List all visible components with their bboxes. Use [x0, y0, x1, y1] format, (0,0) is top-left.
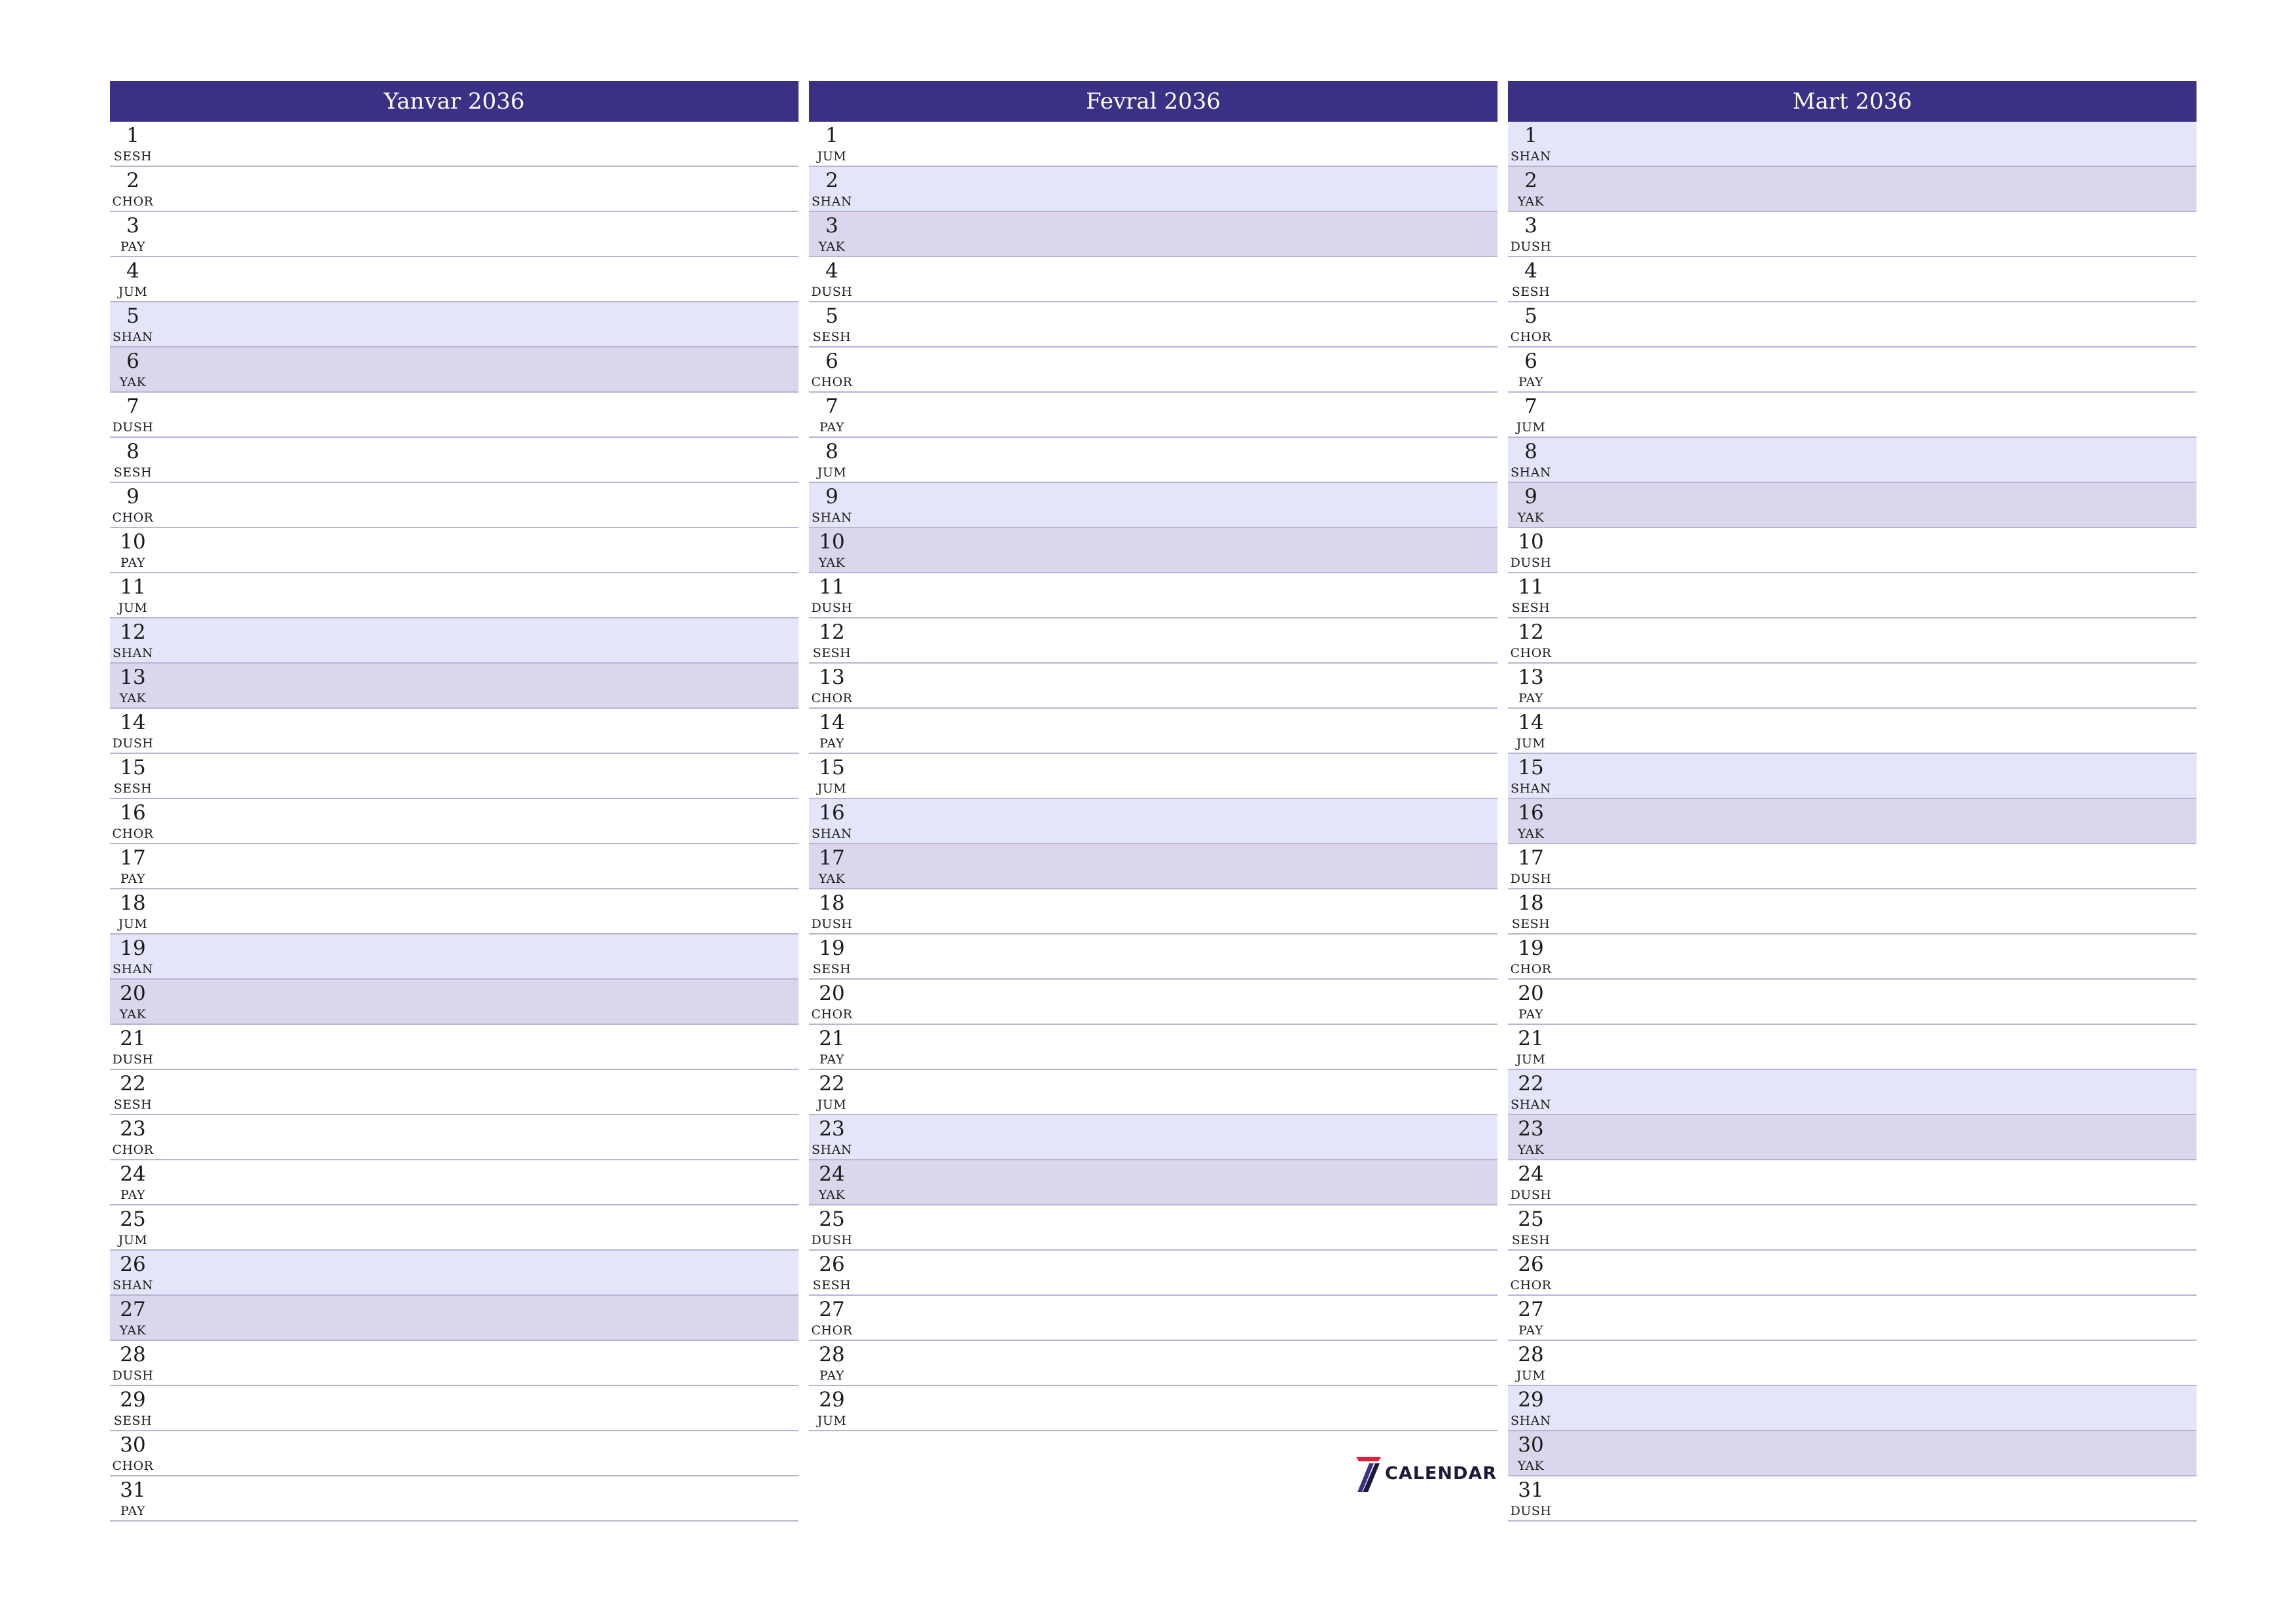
day-number: 8 — [825, 440, 838, 463]
day-row — [110, 212, 798, 257]
day-number: 29 — [120, 1388, 146, 1412]
day-row — [1508, 1296, 2197, 1341]
day-row — [110, 528, 798, 573]
weekday-label: DUSH — [112, 420, 154, 435]
day-number: 16 — [120, 801, 146, 825]
day-row — [809, 393, 1498, 438]
day-row — [1508, 935, 2197, 980]
day-row — [110, 799, 798, 844]
day-number: 31 — [120, 1478, 146, 1502]
weekday-label: SESH — [113, 781, 152, 796]
day-number: 21 — [120, 1027, 146, 1050]
weekday-label: SHAN — [1511, 781, 1551, 796]
weekday-label: CHOR — [1510, 646, 1552, 660]
day-number: 2 — [825, 169, 838, 192]
day-number: 3 — [1524, 214, 1537, 238]
day-row — [110, 980, 798, 1025]
weekday-label: PAY — [120, 872, 146, 886]
day-number: 2 — [1524, 169, 1537, 192]
weekday-label: YAK — [818, 556, 846, 570]
day-number: 9 — [1524, 485, 1537, 508]
day-list — [110, 122, 798, 1522]
day-row — [1508, 348, 2197, 393]
day-list — [809, 122, 1498, 1431]
logo-text: CALENDAR — [1385, 1463, 1498, 1484]
weekday-label: YAK — [1517, 827, 1545, 841]
day-row — [1508, 799, 2197, 844]
weekday-label: DUSH — [1510, 872, 1552, 886]
day-number: 3 — [126, 214, 139, 238]
weekday-label: DUSH — [811, 285, 853, 299]
seven-logo-icon — [1354, 1455, 1384, 1493]
day-row — [110, 1251, 798, 1296]
day-row — [110, 889, 798, 935]
weekday-label: YAK — [1517, 194, 1545, 209]
weekday-label: SESH — [812, 1278, 852, 1293]
day-number: 20 — [819, 982, 845, 1005]
day-row — [1508, 664, 2197, 709]
day-number: 20 — [120, 982, 146, 1005]
day-row — [110, 1115, 798, 1160]
weekday-label: CHOR — [112, 510, 154, 525]
day-row — [809, 348, 1498, 393]
day-row — [1508, 844, 2197, 889]
day-row — [110, 257, 798, 302]
day-number: 21 — [819, 1027, 845, 1050]
day-row — [1508, 980, 2197, 1025]
day-row — [809, 844, 1498, 889]
day-number: 9 — [126, 485, 139, 508]
day-number: 22 — [1518, 1072, 1544, 1096]
day-row — [110, 754, 798, 799]
day-number: 6 — [1524, 349, 1537, 373]
day-row — [809, 302, 1498, 348]
weekday-label: PAY — [1518, 1007, 1544, 1022]
day-row — [809, 573, 1498, 618]
weekday-label: JUM — [118, 601, 148, 615]
month-title: Fevral 2036 — [809, 81, 1498, 122]
day-row — [1508, 302, 2197, 348]
day-number: 12 — [819, 620, 845, 644]
month-column — [110, 81, 798, 1522]
weekday-label: PAY — [819, 736, 845, 751]
day-row — [809, 212, 1498, 257]
day-row — [809, 1115, 1498, 1160]
day-number: 20 — [1518, 982, 1544, 1005]
day-row — [1508, 1341, 2197, 1386]
day-number: 19 — [819, 936, 845, 960]
day-row — [809, 122, 1498, 167]
weekday-label: SESH — [1511, 285, 1551, 299]
day-row — [110, 935, 798, 980]
day-number: 16 — [1518, 801, 1544, 825]
day-number: 4 — [825, 259, 838, 283]
weekday-label: SHAN — [1511, 465, 1551, 480]
day-row — [110, 393, 798, 438]
day-number: 22 — [120, 1072, 146, 1096]
day-number: 25 — [819, 1207, 845, 1231]
day-row — [110, 664, 798, 709]
day-number: 5 — [126, 304, 139, 328]
weekday-label: PAY — [1518, 375, 1544, 389]
day-row — [110, 1205, 798, 1251]
day-row — [1508, 1205, 2197, 1251]
day-number: 29 — [1518, 1388, 1544, 1412]
weekday-label: SESH — [1511, 601, 1551, 615]
day-number: 8 — [126, 440, 139, 463]
day-number: 5 — [1524, 304, 1537, 328]
day-number: 17 — [819, 846, 845, 870]
weekday-label: SESH — [113, 149, 152, 164]
weekday-label: SHAN — [113, 330, 153, 344]
day-number: 2 — [126, 169, 139, 192]
day-row — [1508, 122, 2197, 167]
weekday-label: CHOR — [811, 375, 853, 389]
day-number: 23 — [819, 1117, 845, 1141]
day-number: 23 — [1518, 1117, 1544, 1141]
weekday-label: CHOR — [1510, 962, 1552, 976]
day-row — [1508, 1115, 2197, 1160]
day-row — [809, 1070, 1498, 1115]
day-number: 23 — [120, 1117, 146, 1141]
weekday-label: CHOR — [112, 1459, 154, 1473]
day-row — [1508, 709, 2197, 754]
day-row — [110, 122, 798, 167]
weekday-label: JUM — [1516, 1368, 1546, 1383]
day-row — [110, 167, 798, 212]
weekday-label: SESH — [1511, 917, 1551, 931]
day-number: 9 — [825, 485, 838, 508]
day-number: 7 — [1524, 395, 1537, 418]
day-row — [1508, 1025, 2197, 1070]
day-row — [809, 935, 1498, 980]
weekday-label: JUM — [817, 1414, 847, 1428]
weekday-label: JUM — [817, 1097, 847, 1112]
day-number: 11 — [819, 575, 845, 599]
day-row — [809, 1386, 1498, 1431]
day-row — [1508, 1070, 2197, 1115]
day-row — [809, 799, 1498, 844]
weekday-label: JUM — [118, 917, 148, 931]
weekday-label: YAK — [119, 691, 147, 705]
day-number: 10 — [120, 530, 146, 554]
weekday-label: CHOR — [112, 827, 154, 841]
brand-logo — [1354, 1455, 1498, 1495]
weekday-label: PAY — [819, 1368, 845, 1383]
day-number: 4 — [1524, 259, 1537, 283]
day-row — [110, 1386, 798, 1431]
month-title: Yanvar 2036 — [110, 81, 798, 122]
weekday-label: DUSH — [1510, 1504, 1552, 1518]
day-row — [1508, 257, 2197, 302]
day-row — [1508, 438, 2197, 483]
day-number: 15 — [1518, 756, 1544, 779]
weekday-label: SHAN — [113, 646, 153, 660]
day-number: 24 — [819, 1162, 845, 1186]
weekday-label: YAK — [119, 1007, 147, 1022]
weekday-label: JUM — [817, 149, 847, 164]
day-row — [110, 1341, 798, 1386]
day-number: 26 — [120, 1253, 146, 1276]
day-number: 10 — [1518, 530, 1544, 554]
day-number: 27 — [819, 1298, 845, 1321]
day-row — [1508, 618, 2197, 664]
weekday-label: DUSH — [811, 917, 853, 931]
day-number: 19 — [1518, 936, 1544, 960]
day-number: 30 — [1518, 1433, 1544, 1457]
day-row — [110, 302, 798, 348]
weekday-label: PAY — [819, 1052, 845, 1067]
weekday-label: CHOR — [1510, 330, 1552, 344]
day-number: 30 — [120, 1433, 146, 1457]
weekday-label: DUSH — [811, 601, 853, 615]
weekday-label: SHAN — [1511, 1414, 1551, 1428]
weekday-label: SESH — [1511, 1233, 1551, 1247]
day-row — [110, 1160, 798, 1205]
day-number: 28 — [120, 1343, 146, 1366]
day-number: 25 — [1518, 1207, 1544, 1231]
day-row — [1508, 1386, 2197, 1431]
weekday-label: SHAN — [113, 1278, 153, 1293]
day-number: 11 — [1518, 575, 1544, 599]
day-row — [809, 1205, 1498, 1251]
weekday-label: YAK — [818, 1188, 846, 1202]
day-row — [1508, 573, 2197, 618]
day-number: 27 — [1518, 1298, 1544, 1321]
day-row — [110, 573, 798, 618]
day-number: 1 — [126, 124, 139, 147]
weekday-label: PAY — [1518, 1323, 1544, 1338]
weekday-label: DUSH — [112, 1368, 154, 1383]
day-number: 14 — [1518, 711, 1544, 734]
day-number: 1 — [1524, 124, 1537, 147]
day-row — [809, 709, 1498, 754]
day-number: 8 — [1524, 440, 1537, 463]
day-number: 11 — [120, 575, 146, 599]
day-row — [1508, 167, 2197, 212]
day-number: 4 — [126, 259, 139, 283]
day-number: 18 — [120, 891, 146, 915]
weekday-label: YAK — [818, 872, 846, 886]
day-number: 22 — [819, 1072, 845, 1096]
weekday-label: PAY — [120, 1504, 146, 1518]
day-number: 13 — [120, 666, 146, 689]
weekday-label: JUM — [1516, 420, 1546, 435]
day-row — [110, 348, 798, 393]
day-row — [1508, 889, 2197, 935]
weekday-label: DUSH — [112, 1052, 154, 1067]
day-number: 18 — [1518, 891, 1544, 915]
day-number: 13 — [819, 666, 845, 689]
weekday-label: PAY — [120, 556, 146, 570]
day-row — [1508, 1476, 2197, 1522]
day-number: 1 — [825, 124, 838, 147]
weekday-label: SESH — [812, 962, 852, 976]
day-number: 7 — [126, 395, 139, 418]
day-row — [809, 1025, 1498, 1070]
month-title: Mart 2036 — [1508, 81, 2197, 122]
weekday-label: PAY — [120, 240, 146, 254]
day-row — [809, 664, 1498, 709]
weekday-label: CHOR — [112, 194, 154, 209]
day-number: 18 — [819, 891, 845, 915]
weekday-label: SESH — [113, 1097, 152, 1112]
day-number: 25 — [120, 1207, 146, 1231]
day-number: 14 — [819, 711, 845, 734]
weekday-label: SHAN — [1511, 149, 1551, 164]
day-number: 19 — [120, 936, 146, 960]
day-row — [110, 844, 798, 889]
weekday-label: DUSH — [1510, 240, 1552, 254]
day-number: 15 — [120, 756, 146, 779]
day-number: 28 — [819, 1343, 845, 1366]
day-row — [110, 709, 798, 754]
day-number: 10 — [819, 530, 845, 554]
day-number: 26 — [819, 1253, 845, 1276]
day-row — [809, 889, 1498, 935]
day-number: 14 — [120, 711, 146, 734]
weekday-label: SHAN — [812, 827, 852, 841]
weekday-label: JUM — [1516, 736, 1546, 751]
weekday-label: SESH — [812, 330, 852, 344]
day-row — [110, 1296, 798, 1341]
day-number: 13 — [1518, 666, 1544, 689]
weekday-label: DUSH — [1510, 556, 1552, 570]
weekday-label: YAK — [1517, 1459, 1545, 1473]
day-row — [110, 1025, 798, 1070]
day-number: 7 — [825, 395, 838, 418]
day-row — [809, 483, 1498, 528]
day-list — [1508, 122, 2197, 1522]
weekday-label: CHOR — [1510, 1278, 1552, 1293]
weekday-label: PAY — [819, 420, 845, 435]
weekday-label: SHAN — [812, 1143, 852, 1157]
day-row — [809, 257, 1498, 302]
weekday-label: SHAN — [113, 962, 153, 976]
weekday-label: CHOR — [811, 1007, 853, 1022]
day-number: 31 — [1518, 1478, 1544, 1502]
weekday-label: YAK — [119, 375, 147, 389]
weekday-label: JUM — [817, 781, 847, 796]
day-row — [1508, 528, 2197, 573]
day-row — [809, 167, 1498, 212]
day-number: 21 — [1518, 1027, 1544, 1050]
day-row — [1508, 393, 2197, 438]
day-number: 26 — [1518, 1253, 1544, 1276]
day-row — [809, 1251, 1498, 1296]
day-number: 17 — [120, 846, 146, 870]
day-number: 6 — [825, 349, 838, 373]
day-row — [1508, 1160, 2197, 1205]
day-row — [809, 528, 1498, 573]
day-number: 28 — [1518, 1343, 1544, 1366]
day-number: 24 — [120, 1162, 146, 1186]
three-month-planner — [110, 81, 2197, 1550]
day-number: 15 — [819, 756, 845, 779]
weekday-label: SESH — [113, 1414, 152, 1428]
day-row — [809, 754, 1498, 799]
weekday-label: PAY — [120, 1188, 146, 1202]
day-row — [809, 1341, 1498, 1386]
day-row — [110, 1070, 798, 1115]
month-column — [1508, 81, 2197, 1522]
day-row — [809, 1296, 1498, 1341]
day-row — [110, 438, 798, 483]
weekday-label: CHOR — [811, 1323, 853, 1338]
day-row — [809, 438, 1498, 483]
day-row — [110, 483, 798, 528]
day-number: 16 — [819, 801, 845, 825]
weekday-label: CHOR — [811, 691, 853, 705]
weekday-label: CHOR — [112, 1143, 154, 1157]
weekday-label: YAK — [818, 240, 846, 254]
day-row — [809, 1160, 1498, 1205]
day-row — [809, 980, 1498, 1025]
weekday-label: PAY — [1518, 691, 1544, 705]
weekday-label: JUM — [118, 1233, 148, 1247]
weekday-label: SHAN — [1511, 1097, 1551, 1112]
day-row — [110, 1476, 798, 1522]
day-row — [110, 1431, 798, 1476]
weekday-label: SHAN — [812, 194, 852, 209]
day-row — [1508, 1431, 2197, 1476]
day-row — [1508, 1251, 2197, 1296]
weekday-label: SESH — [812, 646, 852, 660]
day-number: 17 — [1518, 846, 1544, 870]
weekday-label: DUSH — [112, 736, 154, 751]
day-number: 24 — [1518, 1162, 1544, 1186]
weekday-label: DUSH — [811, 1233, 853, 1247]
weekday-label: SESH — [113, 465, 152, 480]
day-number: 27 — [120, 1298, 146, 1321]
day-number: 6 — [126, 349, 139, 373]
weekday-label: SHAN — [812, 510, 852, 525]
day-row — [1508, 212, 2197, 257]
day-number: 12 — [120, 620, 146, 644]
weekday-label: JUM — [118, 285, 148, 299]
day-number: 5 — [825, 304, 838, 328]
weekday-label: JUM — [817, 465, 847, 480]
day-row — [110, 618, 798, 664]
day-number: 3 — [825, 214, 838, 238]
weekday-label: JUM — [1516, 1052, 1546, 1067]
day-row — [1508, 754, 2197, 799]
weekday-label: YAK — [119, 1323, 147, 1338]
day-number: 12 — [1518, 620, 1544, 644]
day-row — [1508, 483, 2197, 528]
weekday-label: DUSH — [1510, 1188, 1552, 1202]
weekday-label: YAK — [1517, 510, 1545, 525]
day-number: 29 — [819, 1388, 845, 1412]
day-row — [809, 618, 1498, 664]
month-column — [809, 81, 1498, 1431]
weekday-label: YAK — [1517, 1143, 1545, 1157]
